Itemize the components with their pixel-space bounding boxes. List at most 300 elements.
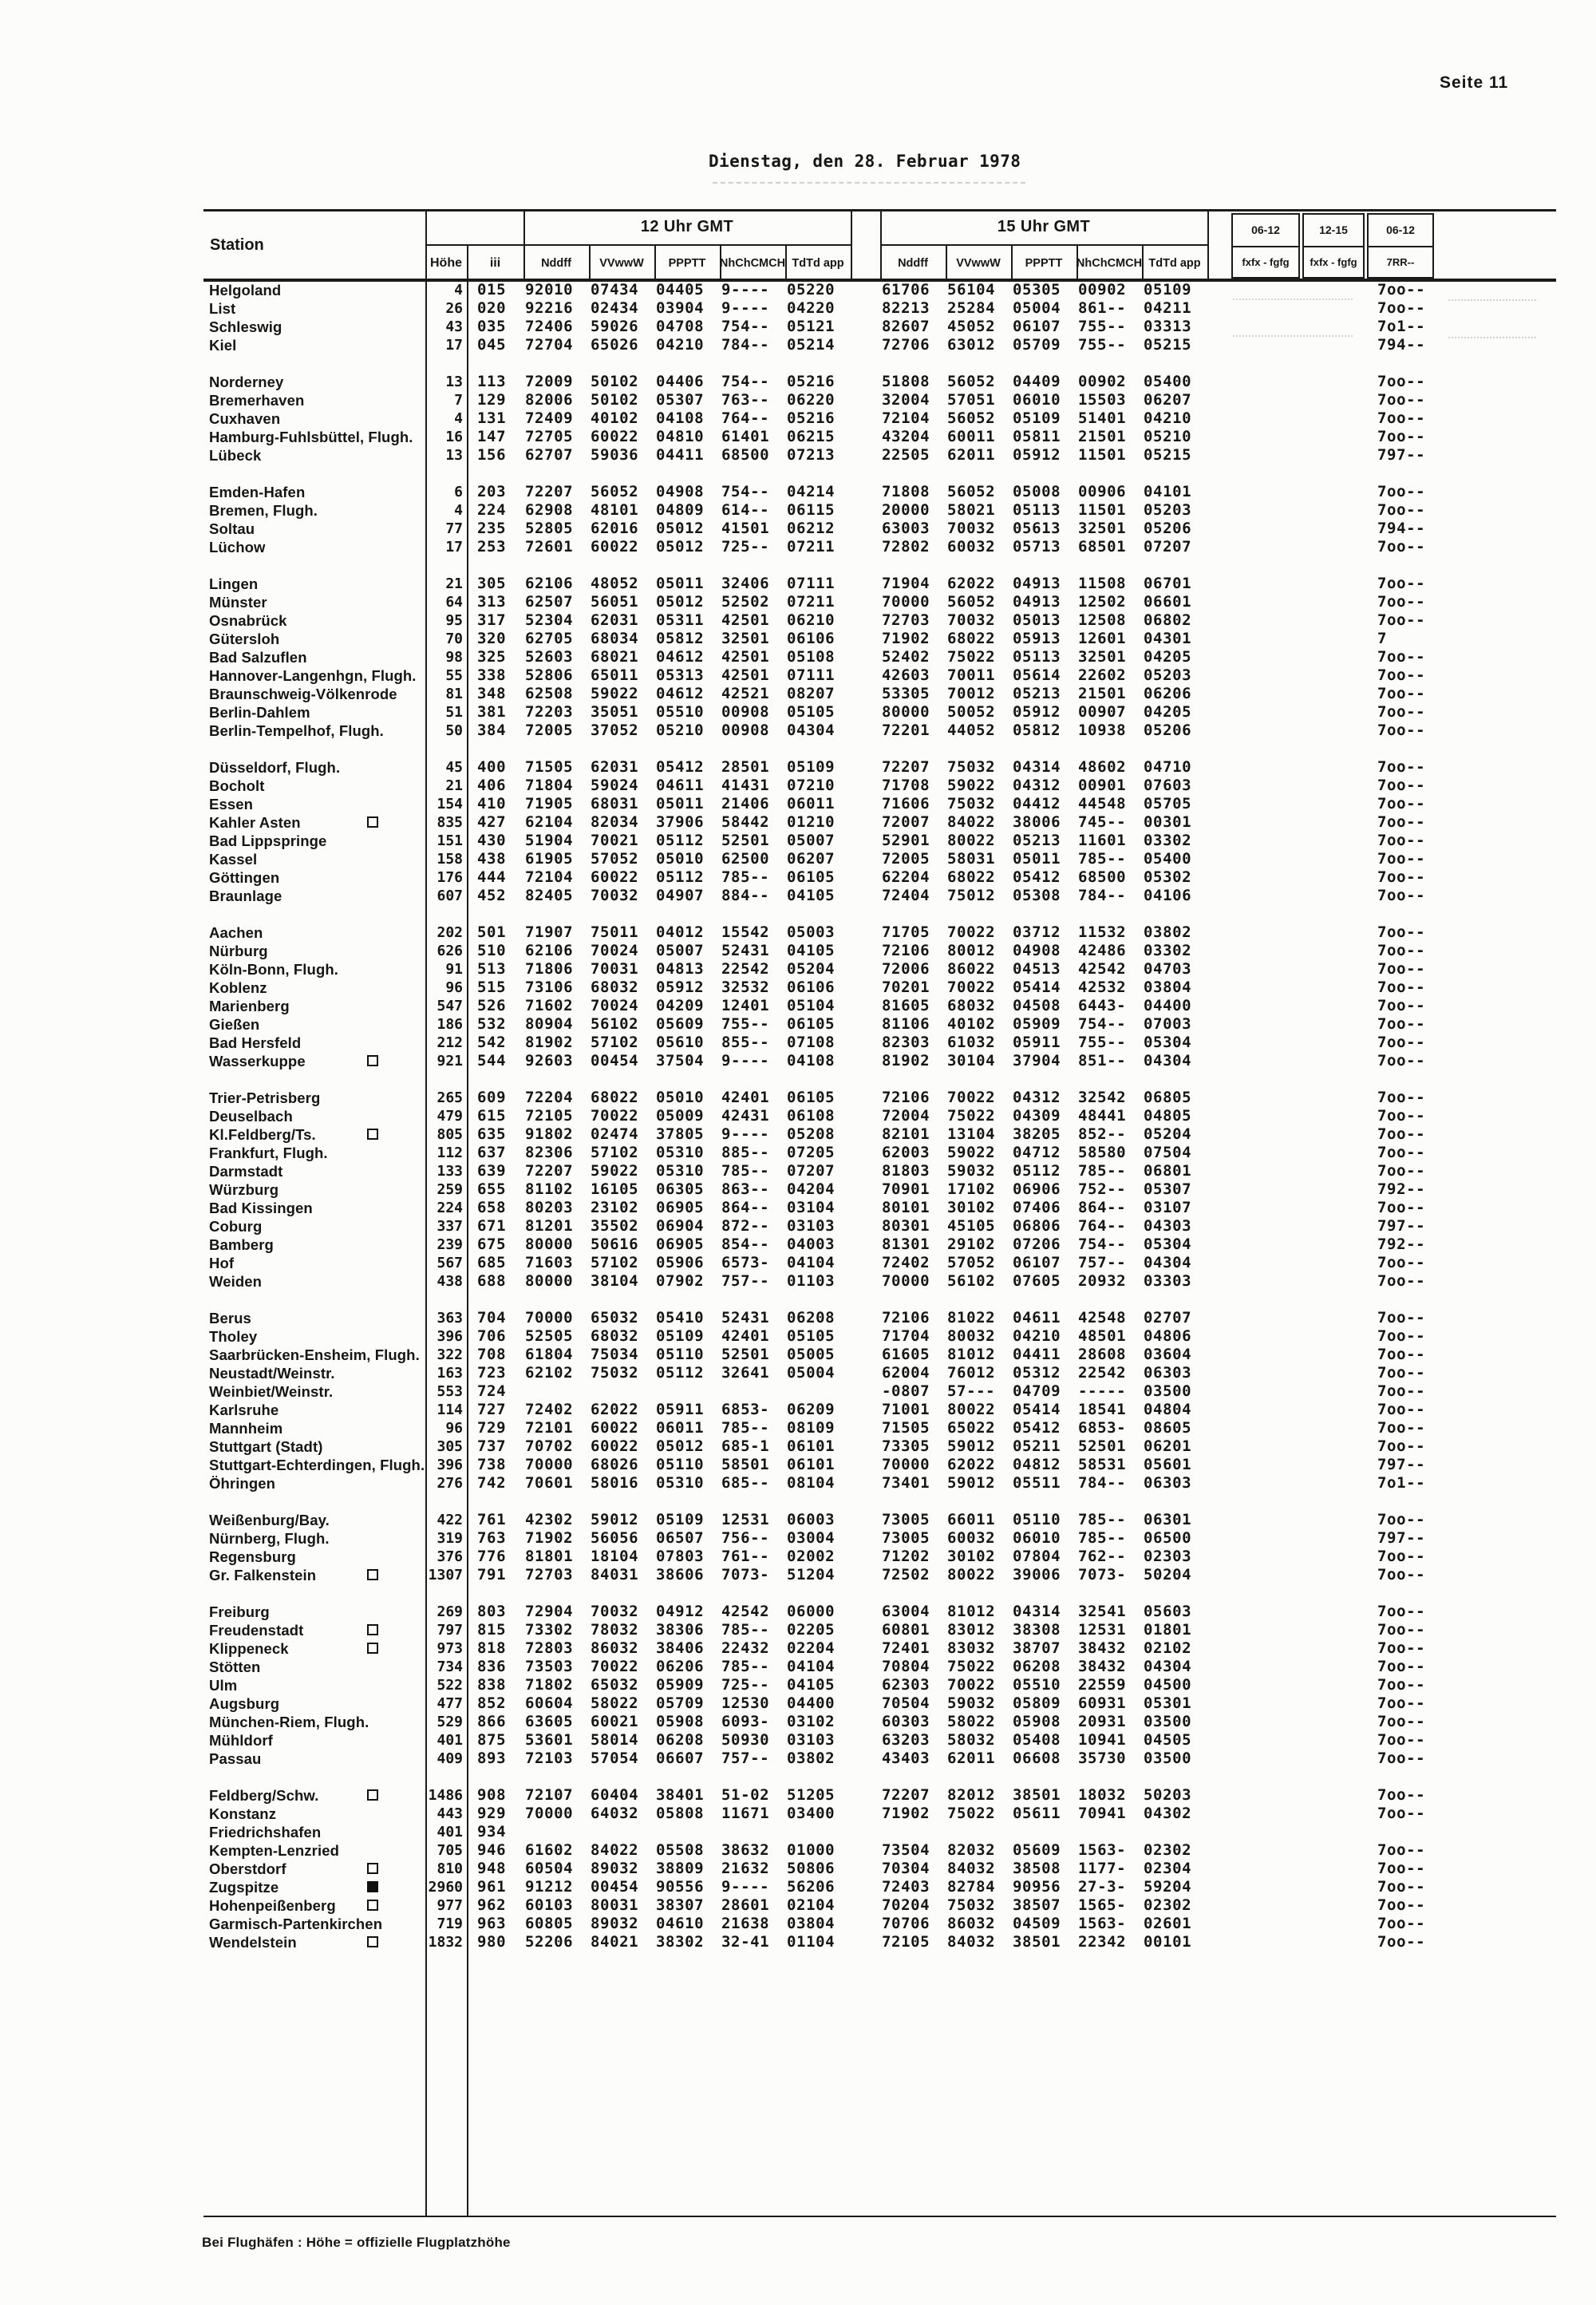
station-id: 320 [477, 630, 507, 647]
col-header-station: Station [210, 236, 264, 254]
obs-15gmt-nddff: 73504 [882, 1841, 930, 1859]
obs-12gmt-clouds: 863-- [721, 1180, 770, 1198]
spacer [851, 1309, 880, 1327]
col-12-15-value [1302, 1474, 1366, 1493]
obs-12gmt-vvwww: 62016 [591, 520, 639, 537]
obs-12gmt-ppptt: 05112 [656, 832, 705, 849]
obs-15gmt-clouds: 852-- [1078, 1125, 1127, 1143]
obs-12gmt-tdtd: 04400 [787, 1694, 836, 1712]
obs-15gmt-tdtd: 05206 [1144, 520, 1192, 537]
obs-15gmt-tdtd: 05204 [1144, 1125, 1192, 1143]
spacer [851, 1180, 880, 1199]
obs-15gmt-tdtd: 06805 [1144, 1089, 1192, 1106]
obs-15gmt-ppptt: 05109 [1013, 409, 1061, 427]
obs-15gmt-clouds: 755-- [1078, 336, 1127, 354]
obs-12gmt-clouds: 785-- [721, 868, 770, 886]
obs-15gmt-vvwww: 70012 [947, 685, 996, 702]
spacer [851, 318, 880, 336]
col-06-12-value [1231, 1548, 1302, 1566]
spacer [851, 336, 880, 354]
station-height: 202 [437, 924, 463, 941]
obs-12gmt-vvwww: 07434 [591, 281, 639, 299]
station-id: 444 [477, 868, 507, 886]
station-id: 317 [477, 611, 507, 629]
obs-15gmt-clouds: 11501 [1078, 501, 1127, 519]
obs-15gmt-tdtd: 03802 [1144, 923, 1192, 941]
obs-12gmt-tdtd: 08104 [787, 1474, 836, 1492]
obs-15gmt-clouds: 27-3- [1078, 1878, 1127, 1896]
station-height: 4 [454, 502, 463, 519]
table-row [203, 1254, 1433, 1272]
obs-15gmt-clouds: 00901 [1078, 777, 1127, 794]
station-cell [203, 758, 425, 777]
obs-12gmt-tdtd: 04105 [787, 1676, 836, 1694]
col-06-12-value [1231, 1896, 1302, 1915]
obs-15gmt-nddff: 72106 [882, 1309, 930, 1326]
obs-15gmt-vvwww: 70011 [947, 666, 996, 684]
obs-15gmt-tdtd: 05302 [1144, 868, 1192, 886]
col-06-12-value [1231, 1841, 1302, 1860]
obs-12gmt-tdtd: 04104 [787, 1658, 836, 1675]
obs-15gmt-ppptt: 05213 [1013, 685, 1061, 702]
spacer [1207, 1933, 1231, 1951]
obs-12gmt-ppptt: 04012 [656, 923, 705, 941]
station-cell [203, 1860, 425, 1878]
station-name: Freudenstadt [209, 1622, 304, 1639]
obs-12gmt-nddff: 61602 [525, 1841, 574, 1859]
obs-15gmt-tdtd: 05304 [1144, 1236, 1192, 1253]
obs-15gmt-nddff: 82607 [882, 318, 930, 335]
col-06-12-value [1231, 1015, 1302, 1034]
col-06-12-value [1231, 832, 1302, 850]
obs-12gmt-vvwww: 56052 [591, 483, 639, 500]
spacer [1207, 1364, 1231, 1382]
obs-15gmt-ppptt: 05408 [1013, 1731, 1061, 1749]
divider [1207, 209, 1209, 282]
obs-12gmt-nddff: 71802 [525, 1676, 574, 1694]
obs-15gmt-tdtd: 05215 [1144, 336, 1192, 354]
station-height: 6 [454, 484, 463, 500]
obs-15gmt-ppptt: 05412 [1013, 868, 1061, 886]
open-square-icon [367, 816, 378, 828]
station-id: 635 [477, 1125, 507, 1143]
obs-12gmt-clouds: 38632 [721, 1841, 770, 1859]
col-12-15-value [1302, 575, 1366, 593]
table-row [203, 1841, 1433, 1860]
spacer [851, 1199, 880, 1217]
obs-15gmt-vvwww: 30102 [947, 1199, 996, 1216]
obs-15gmt-ppptt [1011, 1823, 1077, 1841]
obs-12gmt-ppptt: 05510 [656, 703, 705, 721]
obs-15gmt-vvwww: 59012 [947, 1474, 996, 1492]
open-square-icon [367, 1863, 378, 1874]
col-06-12-value [1231, 1713, 1302, 1731]
spacer [851, 703, 880, 722]
obs-15gmt-clouds: 1565- [1078, 1896, 1127, 1914]
col-12-15-value [1302, 1437, 1366, 1456]
station-id: 020 [477, 299, 507, 317]
col-12-15-value [1302, 1309, 1366, 1327]
obs-12gmt-ppptt: 38306 [656, 1621, 705, 1639]
obs-12gmt-clouds: 41501 [721, 520, 770, 537]
station-cell [203, 703, 425, 722]
station-height: 4 [454, 410, 463, 427]
obs-12gmt-ppptt: 05412 [656, 758, 705, 776]
spacer [851, 446, 880, 465]
obs-15gmt-vvwww: 68022 [947, 630, 996, 647]
obs-15gmt-nddff: 52901 [882, 832, 930, 849]
obs-12gmt-tdtd: 02002 [787, 1548, 836, 1565]
obs-15gmt-vvwww: 59012 [947, 1437, 996, 1455]
station-height: 112 [437, 1145, 463, 1161]
obs-12gmt-nddff: 63605 [525, 1713, 574, 1730]
rr-value: 7oo-- [1377, 428, 1426, 445]
obs-12gmt-ppptt: 05109 [656, 1511, 705, 1528]
table-row [203, 593, 1433, 611]
col-06-12-value [1231, 813, 1302, 832]
obs-15gmt-nddff: 61605 [882, 1346, 930, 1363]
obs-15gmt-tdtd: 04302 [1144, 1805, 1192, 1822]
obs-12gmt-ppptt: 05210 [656, 722, 705, 739]
obs-12gmt-tdtd: 06000 [787, 1603, 836, 1620]
station-name: Gießen [209, 1016, 260, 1033]
station-cell [203, 1089, 425, 1107]
spacer [1207, 1750, 1231, 1768]
obs-15gmt-clouds: 48441 [1078, 1107, 1127, 1125]
obs-15gmt-clouds: 784-- [1078, 887, 1127, 904]
obs-12gmt-clouds: 42501 [721, 611, 770, 629]
obs-12gmt-ppptt: 04610 [656, 1915, 705, 1932]
col-06-12-value [1231, 868, 1302, 887]
station-name: Nürburg [209, 943, 268, 959]
table-row [203, 1309, 1433, 1327]
col-06-12-value [1231, 942, 1302, 960]
obs-15gmt-nddff: 61706 [882, 281, 930, 299]
obs-15gmt-vvwww: 75032 [947, 795, 996, 812]
obs-15gmt-ppptt: 38507 [1013, 1896, 1061, 1914]
obs-15gmt-tdtd: 03313 [1144, 318, 1192, 335]
obs-15gmt-clouds: 785-- [1078, 1529, 1127, 1547]
spacer [1207, 1878, 1231, 1896]
spacer [1207, 281, 1231, 299]
obs-12gmt-vvwww: 50102 [591, 391, 639, 409]
obs-15gmt-clouds: 22342 [1078, 1933, 1127, 1951]
obs-15gmt-clouds: 44548 [1078, 795, 1127, 812]
station-id: 671 [477, 1217, 507, 1235]
obs-15gmt-vvwww: 60032 [947, 538, 996, 555]
col-12-15-value [1302, 1052, 1366, 1070]
col-12-15-value [1302, 1566, 1366, 1584]
station-height: 396 [437, 1328, 463, 1345]
obs-12gmt-vvwww: 65011 [591, 666, 639, 684]
station-id: 113 [477, 373, 507, 390]
spacer [1207, 1437, 1231, 1456]
obs-12gmt-nddff: 60103 [525, 1896, 574, 1914]
obs-12gmt-clouds: 52431 [721, 1309, 770, 1326]
obs-15gmt-clouds: 764-- [1078, 1217, 1127, 1235]
spacer [1207, 1621, 1231, 1639]
col-header-nddff-15: Nddff [898, 257, 928, 270]
block-gap [203, 1070, 1433, 1089]
spacer [851, 1511, 880, 1529]
rr-value: 7oo-- [1377, 299, 1426, 317]
obs-15gmt-ppptt: 06010 [1013, 391, 1061, 409]
obs-12gmt-nddff: 72105 [525, 1107, 574, 1125]
obs-12gmt-nddff: 72005 [525, 722, 574, 739]
obs-12gmt-vvwww: 60022 [591, 868, 639, 886]
station-id: 724 [477, 1382, 507, 1400]
obs-12gmt-ppptt: 04411 [656, 446, 705, 464]
spacer [851, 1603, 880, 1621]
obs-15gmt-clouds: 21501 [1078, 685, 1127, 702]
station-cell [203, 501, 425, 520]
spacer [1207, 703, 1231, 722]
table-row [203, 1034, 1433, 1052]
spacer [1207, 1823, 1231, 1841]
table-row [203, 1144, 1433, 1162]
obs-15gmt-tdtd: 50204 [1144, 1566, 1192, 1583]
spacer [1207, 1199, 1231, 1217]
obs-15gmt-nddff: 73005 [882, 1511, 930, 1528]
station-id: 704 [477, 1309, 507, 1326]
obs-15gmt-vvwww: 80012 [947, 942, 996, 959]
station-name: Düsseldorf, Flugh. [209, 759, 341, 776]
rr-value: 7oo-- [1377, 1933, 1426, 1951]
obs-12gmt-clouds: 28601 [721, 1896, 770, 1914]
obs-12gmt-ppptt: 05311 [656, 611, 705, 629]
obs-12gmt-clouds: 9---- [721, 299, 770, 317]
col-12-15-value [1302, 648, 1366, 666]
station-name: Hamburg-Fuhlsbüttel, Flugh. [209, 429, 413, 445]
table-row [203, 997, 1433, 1015]
obs-12gmt-clouds: 872-- [721, 1217, 770, 1235]
rr-value: 7oo-- [1377, 1327, 1426, 1345]
station-height: 269 [437, 1603, 463, 1620]
obs-15gmt-nddff: 72005 [882, 850, 930, 868]
spacer [851, 887, 880, 905]
station-cell [203, 281, 425, 299]
obs-15gmt-ppptt: 05211 [1013, 1437, 1061, 1455]
obs-15gmt-vvwww: 86022 [947, 960, 996, 978]
obs-12gmt-vvwww: 23102 [591, 1199, 639, 1216]
obs-15gmt-tdtd: 02601 [1144, 1915, 1192, 1932]
station-name: Weißenburg/Bay. [209, 1512, 330, 1528]
obs-15gmt-tdtd: 04301 [1144, 630, 1192, 647]
obs-12gmt-clouds: 50930 [721, 1731, 770, 1749]
obs-15gmt-ppptt: 05913 [1013, 630, 1061, 647]
station-height: 77 [445, 520, 463, 537]
col-12-15-value [1302, 1107, 1366, 1125]
obs-12gmt-vvwww: 00454 [591, 1878, 639, 1896]
obs-12gmt-tdtd: 07211 [787, 538, 836, 555]
spacer [1207, 1125, 1231, 1144]
obs-12gmt-nddff: 72204 [525, 1089, 574, 1106]
obs-12gmt-nddff: 72402 [525, 1401, 574, 1418]
obs-12gmt-nddff: 60805 [525, 1915, 574, 1932]
obs-12gmt-ppptt: 06904 [656, 1217, 705, 1235]
obs-15gmt-tdtd: 04106 [1144, 887, 1192, 904]
station-id: 818 [477, 1639, 507, 1657]
obs-12gmt-tdtd: 05105 [787, 703, 836, 721]
obs-15gmt-nddff: 32004 [882, 391, 930, 409]
obs-12gmt-clouds: 42542 [721, 1603, 770, 1620]
obs-12gmt-nddff: 73106 [525, 979, 574, 996]
obs-15gmt-ppptt: 38205 [1013, 1125, 1061, 1143]
spacer [851, 813, 880, 832]
table-row [203, 1401, 1433, 1419]
obs-15gmt-vvwww: 58022 [947, 1713, 996, 1730]
station-height: 409 [437, 1750, 463, 1767]
obs-15gmt-ppptt: 05308 [1013, 887, 1061, 904]
obs-12gmt-vvwww: 70022 [591, 1107, 639, 1125]
station-name: Tholey [209, 1328, 258, 1345]
station-name: Stötten [209, 1659, 261, 1675]
obs-12gmt-tdtd: 06220 [787, 391, 836, 409]
col-12-15-value [1302, 703, 1366, 722]
obs-12gmt-vvwww: 65032 [591, 1309, 639, 1326]
spacer [1207, 575, 1231, 593]
obs-15gmt-tdtd: 07003 [1144, 1015, 1192, 1033]
table-row [203, 942, 1433, 960]
station-id: 129 [477, 391, 507, 409]
obs-12gmt-vvwww: 57102 [591, 1254, 639, 1271]
station-id: 761 [477, 1511, 507, 1528]
station-cell [203, 1052, 425, 1070]
spacer [1207, 887, 1231, 905]
obs-15gmt-vvwww: 70032 [947, 611, 996, 629]
obs-12gmt-clouds: 754-- [721, 373, 770, 390]
col-06-12-value [1231, 318, 1302, 336]
obs-12gmt-clouds: 41431 [721, 777, 770, 794]
obs-15gmt-tdtd: 59204 [1144, 1878, 1192, 1896]
obs-12gmt-nddff: 72601 [525, 538, 574, 555]
obs-12gmt-ppptt: 05908 [656, 1713, 705, 1730]
rr-value: 7oo-- [1377, 1915, 1426, 1932]
spacer [851, 630, 880, 648]
col-06-12-value [1231, 1364, 1302, 1382]
obs-12gmt-nddff: 92603 [525, 1052, 574, 1069]
spacer [1207, 758, 1231, 777]
obs-15gmt-nddff: 70504 [882, 1694, 930, 1712]
col-12-15-value [1302, 1694, 1366, 1713]
obs-15gmt-vvwww: 76012 [947, 1364, 996, 1382]
obs-15gmt-clouds: 42486 [1078, 942, 1127, 959]
station-height: 259 [437, 1181, 463, 1198]
obs-12gmt-clouds: 00908 [721, 703, 770, 721]
col-12-15-value [1302, 1456, 1366, 1474]
rr-value: 797-- [1377, 1456, 1426, 1473]
scan-artifact [1448, 299, 1536, 301]
obs-15gmt-vvwww: 75012 [947, 887, 996, 904]
obs-15gmt-vvwww: 30102 [947, 1548, 996, 1565]
station-id: 410 [477, 795, 507, 812]
station-id: 526 [477, 997, 507, 1014]
col-12-15-value [1302, 1860, 1366, 1878]
col-12-15-value [1302, 1034, 1366, 1052]
obs-12gmt-nddff: 80203 [525, 1199, 574, 1216]
obs-12gmt-clouds: 854-- [721, 1236, 770, 1253]
obs-12gmt-nddff: 71907 [525, 923, 574, 941]
station-cell [203, 1162, 425, 1180]
obs-15gmt-ppptt: 05812 [1013, 722, 1061, 739]
col-12-15-value [1302, 868, 1366, 887]
rr-value: 7 [1377, 630, 1388, 647]
obs-15gmt-clouds: 38432 [1078, 1639, 1127, 1657]
spacer [1207, 777, 1231, 795]
obs-15gmt-vvwww: 62011 [947, 1750, 996, 1767]
station-id: 515 [477, 979, 507, 996]
open-square-icon [367, 1129, 378, 1140]
box1-top-label: 06-12 [1251, 223, 1280, 236]
obs-12gmt-nddff: 52505 [525, 1327, 574, 1345]
spacer [1207, 997, 1231, 1015]
obs-15gmt-clouds: 42542 [1078, 960, 1127, 978]
obs-12gmt-clouds: 6093- [721, 1713, 770, 1730]
obs-12gmt-vvwww: 70031 [591, 960, 639, 978]
station-height: 151 [437, 832, 463, 849]
obs-12gmt-ppptt: 05307 [656, 391, 705, 409]
obs-15gmt-vvwww: 75022 [947, 1107, 996, 1125]
col-12-15-value [1302, 1603, 1366, 1621]
block-gap [203, 354, 1433, 373]
obs-15gmt-nddff: 42603 [882, 666, 930, 684]
rr-value: 7oo-- [1377, 666, 1426, 684]
obs-15gmt-tdtd: 06206 [1144, 685, 1192, 702]
spacer [1207, 1272, 1231, 1291]
rr-value: 7oo-- [1377, 1346, 1426, 1363]
obs-12gmt-clouds: 6853- [721, 1401, 770, 1418]
col-header-clouds-12: NhChCMCH [719, 257, 786, 270]
obs-15gmt-clouds: 861-- [1078, 299, 1127, 317]
rr-value: 7oo-- [1377, 1621, 1426, 1639]
col-12-15-value [1302, 1419, 1366, 1437]
obs-15gmt-clouds: 754-- [1078, 1236, 1127, 1253]
station-name: Osnabrück [209, 612, 287, 629]
col-12-15-value [1302, 1144, 1366, 1162]
station-height: 734 [437, 1659, 463, 1675]
obs-15gmt-tdtd: 07207 [1144, 538, 1192, 555]
obs-15gmt-nddff: 72402 [882, 1254, 930, 1271]
rr-value: 7oo-- [1377, 1694, 1426, 1712]
col-12-15-value [1302, 373, 1366, 391]
obs-15gmt-clouds: 15503 [1078, 391, 1127, 409]
station-name: Hannover-Langenhgn, Flugh. [209, 667, 417, 684]
col-12-15-value [1302, 391, 1366, 409]
station-cell [203, 997, 425, 1015]
obs-12gmt-nddff: 82306 [525, 1144, 574, 1161]
col-06-12-value [1231, 960, 1302, 979]
obs-15gmt-nddff: 71705 [882, 923, 930, 941]
col-06-12-value [1231, 428, 1302, 446]
col-header-ppptt-15: PPPTT [1025, 257, 1063, 270]
rr-value: 7oo-- [1377, 1731, 1426, 1749]
rr-value: 7oo-- [1377, 501, 1426, 519]
obs-15gmt-vvwww: 56104 [947, 281, 996, 299]
station-cell [203, 520, 425, 538]
spacer [851, 1217, 880, 1236]
obs-15gmt-nddff: 81902 [882, 1052, 930, 1069]
spacer [851, 1089, 880, 1107]
obs-15gmt-nddff: 70304 [882, 1860, 930, 1877]
station-cell [203, 391, 425, 409]
obs-12gmt-tdtd: 06105 [787, 868, 836, 886]
col-06-12-value [1231, 1658, 1302, 1676]
obs-12gmt-ppptt: 05009 [656, 1107, 705, 1125]
station-cell [203, 722, 425, 740]
spacer [851, 1548, 880, 1566]
spacer [1207, 391, 1231, 409]
obs-15gmt-vvwww: 59032 [947, 1694, 996, 1712]
